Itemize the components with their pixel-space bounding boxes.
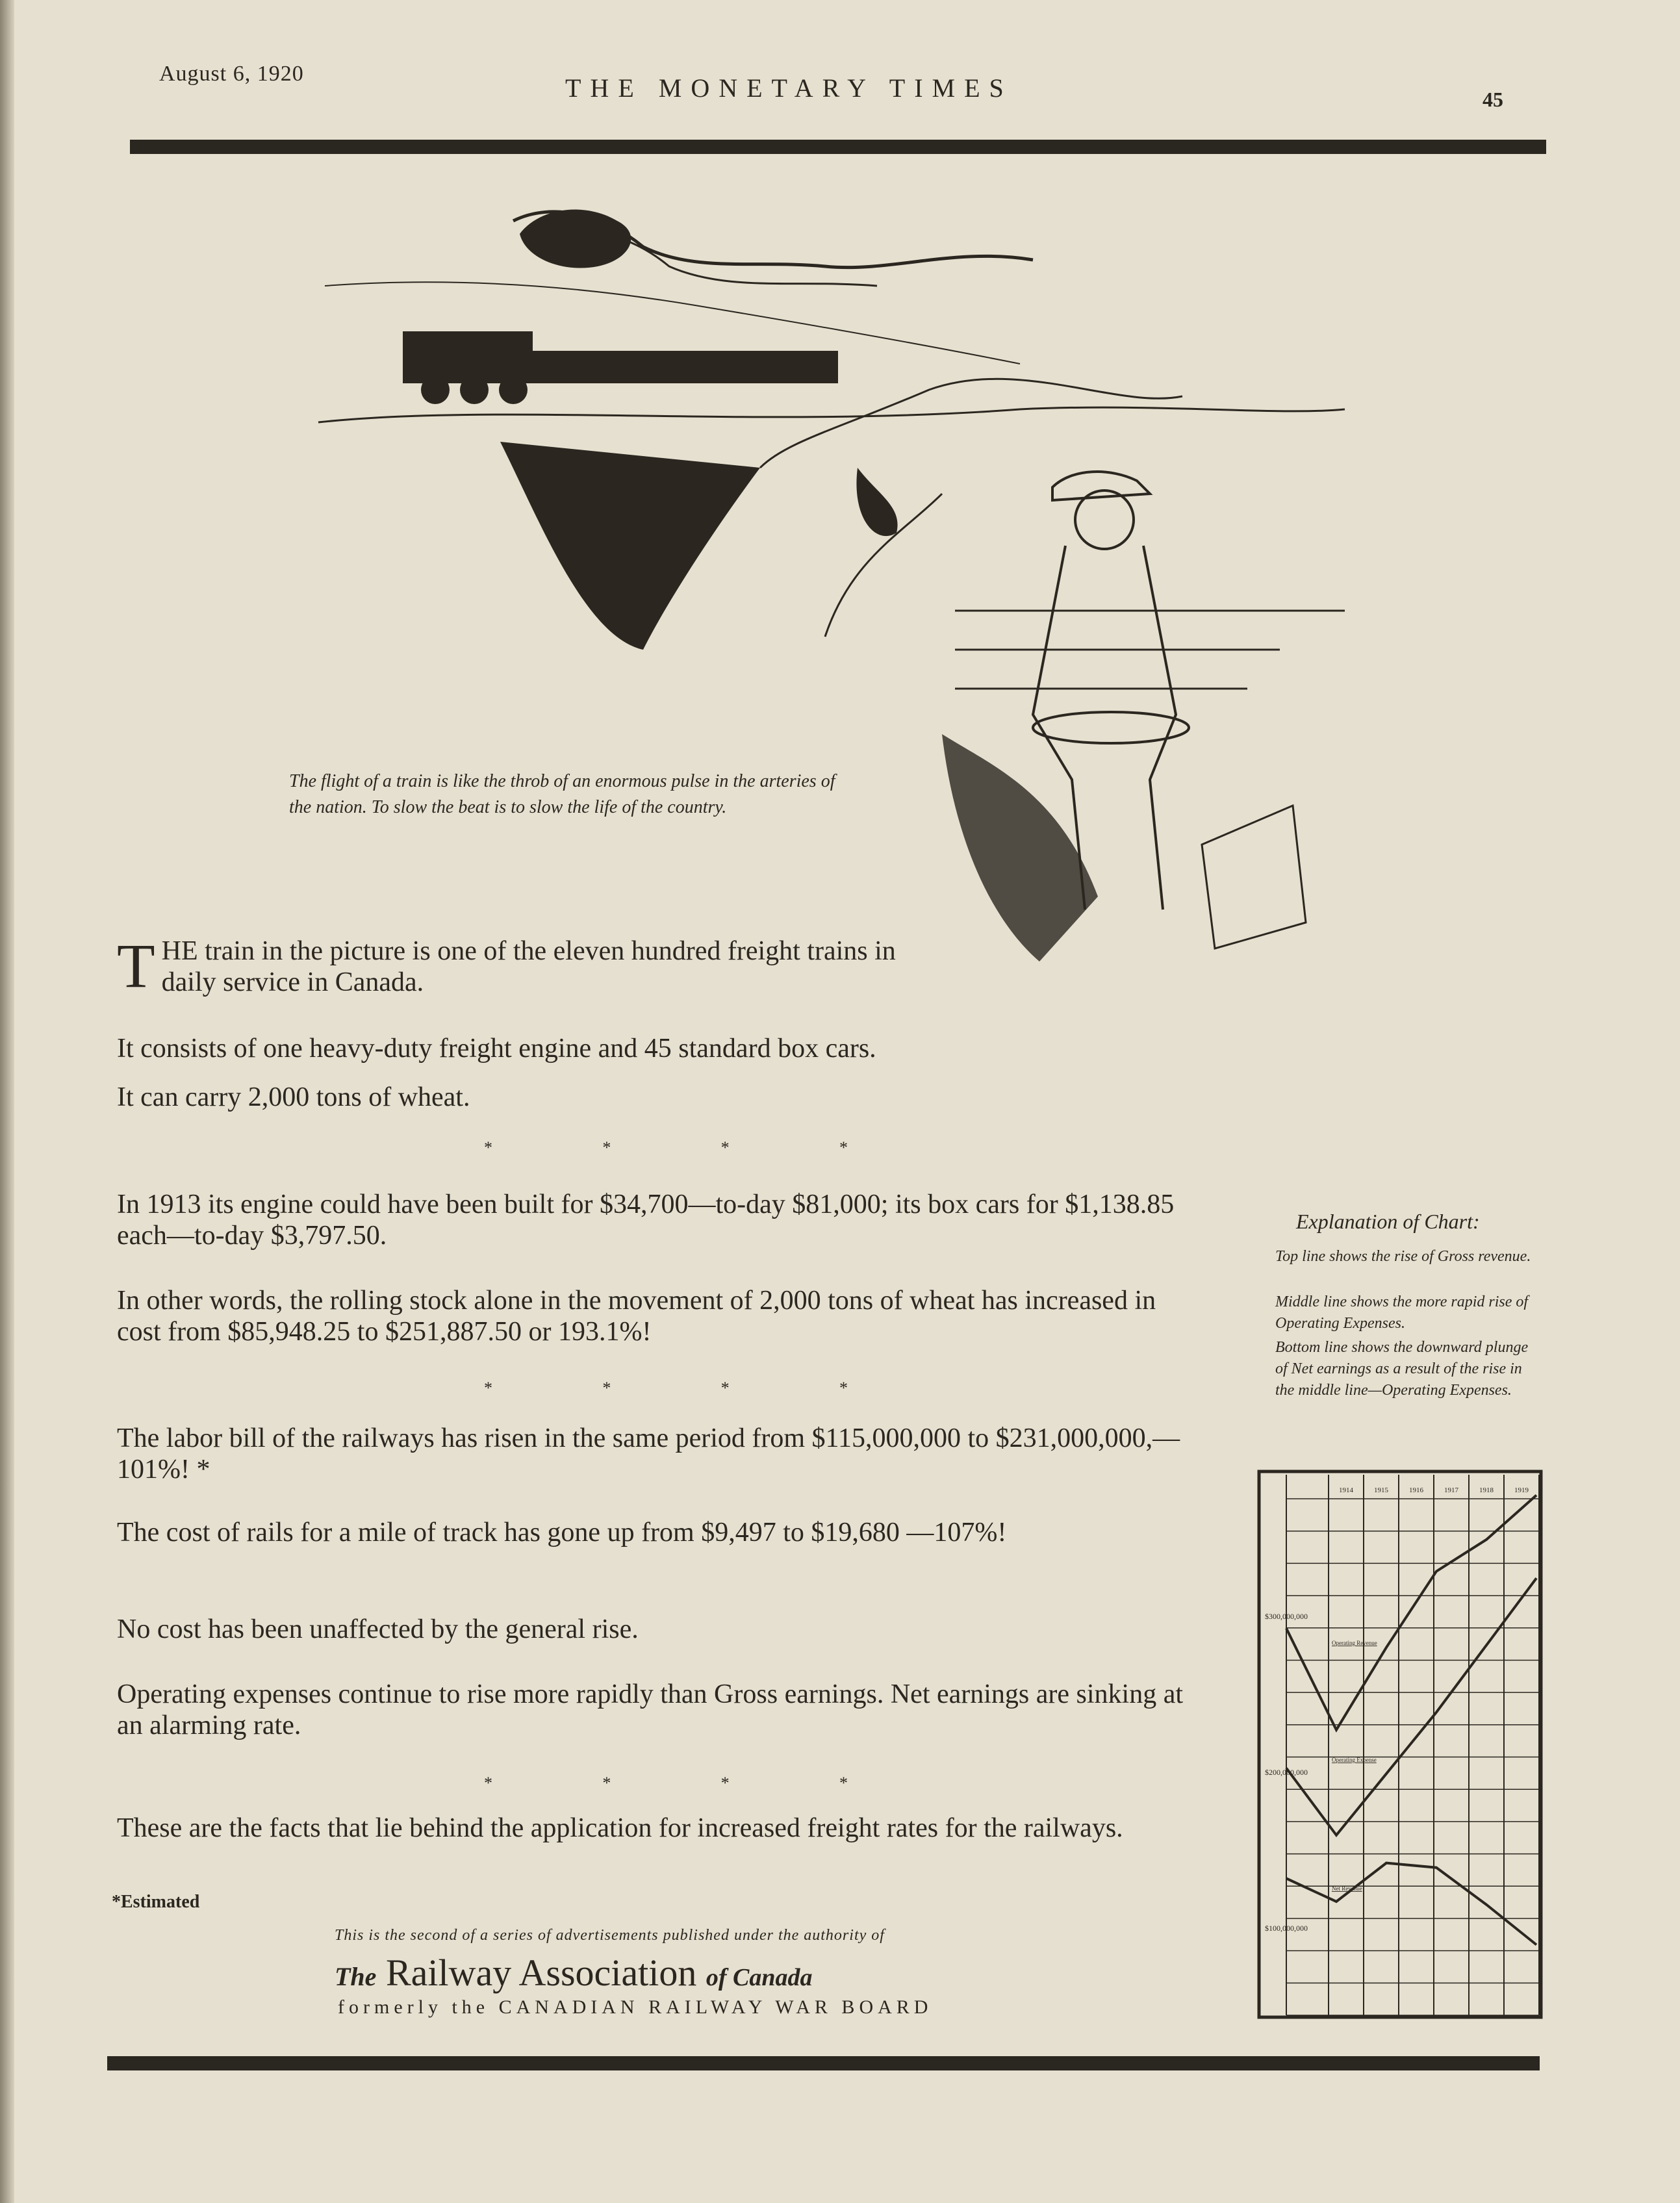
dropcap-letter: T: [117, 931, 155, 1000]
chart-frame: [1259, 1471, 1541, 2017]
star: *: [484, 1379, 492, 1397]
star: *: [720, 1774, 730, 1792]
star: *: [839, 1774, 848, 1792]
series-label: Net Revenue: [1332, 1885, 1362, 1892]
chart-explanation-title: Explanation of Chart:: [1296, 1210, 1480, 1233]
y-axis-label: $300,000,000: [1265, 1612, 1308, 1621]
star: *: [839, 1379, 848, 1397]
paragraph-general-rise: No cost has been unaffected by the general rise.: [117, 1614, 639, 1644]
section-stars: [484, 1138, 848, 1158]
star: *: [602, 1379, 611, 1397]
top-rule: [130, 140, 1546, 154]
paragraph-rails-cost: The cost of rails for a mile of track has gone up from $9,497 to $19,680 —107%!: [117, 1518, 1007, 1547]
page-number: 45: [1483, 88, 1503, 111]
bottom-rule: [107, 2056, 1540, 2070]
signature-of-canada: of Canada: [706, 1964, 813, 1991]
railway-association-signature: [335, 1951, 813, 1994]
paragraph-engine-cost: In 1913 its engine could have been built for $34,700—to-day $81,000; its box cars for $1,138.85 each—to-day $3,797.50.: [117, 1190, 1175, 1251]
star: *: [602, 1774, 611, 1792]
x-tick-label: 1915: [1374, 1486, 1388, 1494]
x-tick-label: 1917: [1444, 1486, 1458, 1494]
star: *: [484, 1138, 492, 1157]
paragraph-labor-bill: The labor bill of the railways has risen in the same period from $115,000,000 to $231,000,000,—101%! *: [117, 1423, 1180, 1484]
chart-explanation-top-line: Top line shows the rise of Gross revenue.: [1275, 1248, 1531, 1265]
advertisement-series-note: This is the second of a series of advertisements published under the authority of: [335, 1927, 885, 1944]
y-axis-label: $100,000,000: [1265, 1924, 1308, 1933]
illustration-caption: The flight of a train is like the throb of an enormous pulse in the arteries of the nation. To slow the beat is to slow the life of the country.: [289, 771, 835, 817]
paragraph-operating-expenses: Operating expenses continue to rise more rapidly than Gross earnings. Net earnings are sinking at an alarming rate.: [117, 1679, 1184, 1740]
publication-title: THE MONETARY TIMES: [565, 73, 1013, 103]
series-label: Operating Revenue: [1332, 1640, 1377, 1646]
paragraph-conclusion: These are the facts that lie behind the application for increased freight rates for the railways.: [117, 1813, 1123, 1843]
series-label: Operating Expense: [1332, 1757, 1377, 1763]
star: *: [720, 1379, 730, 1397]
star: *: [839, 1138, 848, 1157]
section-stars: [484, 1379, 848, 1398]
signature-formerly: formerly the CANADIAN RAILWAY WAR BOARD: [338, 1996, 933, 2018]
x-tick-label: 1916: [1409, 1486, 1423, 1494]
signature-name: Railway Association: [385, 1952, 697, 1994]
footnote-estimated: *Estimated: [112, 1892, 200, 1912]
star: *: [484, 1774, 492, 1792]
section-stars: [484, 1774, 848, 1793]
lead-paragraph: [117, 931, 923, 1000]
signature-the: The: [335, 1962, 377, 1991]
lead-text: HE train in the picture is one of the eleven hundred freight trains in daily service in Canada.: [161, 936, 896, 997]
x-tick-label: 1914: [1339, 1486, 1353, 1494]
x-tick-label: 1919: [1514, 1486, 1529, 1494]
page-binding-edge: [0, 0, 14, 2203]
paragraph-capacity: It can carry 2,000 tons of wheat.: [117, 1082, 470, 1112]
issue-date: August 6, 1920: [159, 62, 304, 86]
x-tick-label: 1918: [1479, 1486, 1494, 1494]
train-and-farmer-illustration: [305, 195, 1397, 1013]
series-line: [1286, 1863, 1536, 1945]
paragraph-rolling-stock: In other words, the rolling stock alone in the movement of 2,000 tons of wheat has increased in cost from $85,948.25 to $251,887.50 or 193.1%!: [117, 1286, 1156, 1347]
chart-explanation-bottom-line: Bottom line shows the downward plunge of Net earnings as a result of the rise in the middle line—Operating Expenses.: [1275, 1339, 1529, 1399]
y-axis-label: $200,000,000: [1265, 1768, 1308, 1777]
series-line: [1286, 1496, 1536, 1730]
chart-explanation-middle-line: Middle line shows the more rapid rise of Operating Expenses.: [1275, 1293, 1529, 1332]
star: *: [720, 1138, 730, 1157]
revenue-expense-chart: [1257, 1470, 1543, 2019]
paragraph-engine-consist: It consists of one heavy-duty freight engine and 45 standard box cars.: [117, 1034, 876, 1063]
star: *: [602, 1138, 611, 1157]
